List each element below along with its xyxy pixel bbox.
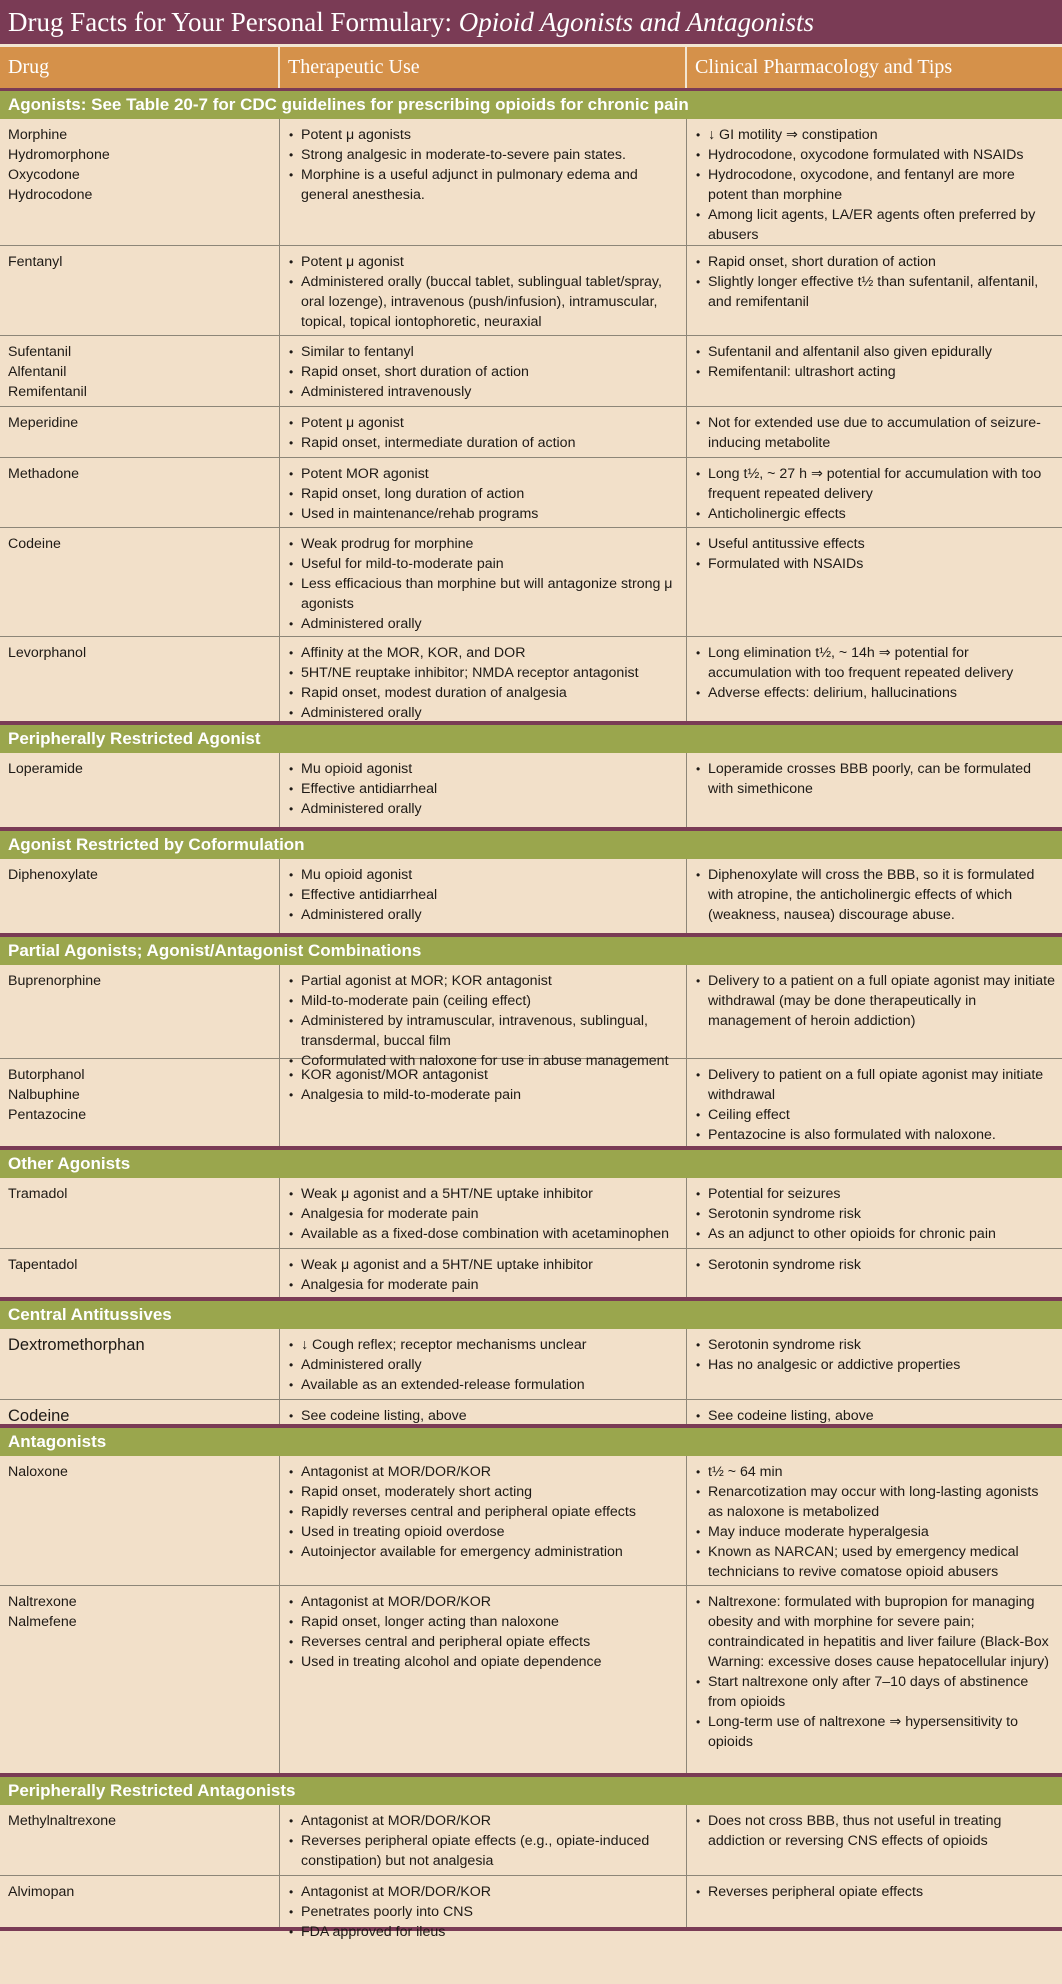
- bullet-item: • Among licit agents, LA/ER agents often preferred by abusers: [694, 205, 1056, 245]
- drug-cell: [0, 1586, 280, 1773]
- bullet-list: [694, 1592, 1056, 1752]
- bullet-item: • Rapid onset, short duration of action: [694, 252, 1056, 272]
- bullet-item: • Strong analgesic in moderate-to-severe pain states.: [287, 145, 680, 165]
- pharmacology-tips-cell: [687, 1249, 1062, 1297]
- drug-cell: [0, 1178, 280, 1248]
- drug-name: Naloxone: [8, 1464, 68, 1480]
- bullet-item: • Weak μ agonist and a 5HT/NE uptake inhibitor: [287, 1184, 680, 1204]
- bullet-item: • Useful antitussive effects: [694, 534, 1056, 554]
- bullet-item: • Delivery to a patient on a full opiate agonist may initiate withdrawal (may be done therapeutically in management of heroin addiction): [694, 971, 1056, 1031]
- table-row: [0, 1400, 1062, 1428]
- bullet-item: • Administered orally: [287, 703, 680, 723]
- pharmacology-tips-cell: [687, 407, 1062, 457]
- drug-name: Tapentadol: [8, 1257, 78, 1273]
- therapeutic-use-cell: [280, 859, 687, 933]
- table-row: [0, 753, 1062, 831]
- therapeutic-use-cell: [280, 1249, 687, 1297]
- bullet-item: • Not for extended use due to accumulation of seizure-inducing metabolite: [694, 413, 1056, 453]
- drug-name: Codeine: [8, 1407, 70, 1425]
- bullet-list: [694, 865, 1056, 925]
- table-row: [0, 1805, 1062, 1876]
- table-row: [0, 336, 1062, 407]
- pharmacology-tips-cell: [687, 1456, 1062, 1585]
- bullet-item: • Mild-to-moderate pain (ceiling effect): [287, 991, 680, 1011]
- drug-cell: [0, 407, 280, 457]
- bullet-list: [694, 971, 1056, 1031]
- drug-name: Remifentanil: [8, 384, 87, 400]
- bullet-item: • Used in treating opioid overdose: [287, 1522, 680, 1542]
- table-row: [0, 528, 1062, 637]
- bullet-item: • Available as an extended-release formulation: [287, 1375, 680, 1395]
- pharmacology-tips-cell: [687, 528, 1062, 636]
- drug-name: Naltrexone: [8, 1594, 77, 1610]
- drug-name: Nalbuphine: [8, 1087, 80, 1103]
- therapeutic-use-cell: [280, 1400, 687, 1424]
- bullet-item: • Effective antidiarrheal: [287, 885, 680, 905]
- bullet-item: • Potential for seizures: [694, 1184, 1056, 1204]
- therapeutic-use-cell: [280, 1329, 687, 1399]
- bullet-item: • KOR agonist/MOR antagonist: [287, 1065, 680, 1085]
- table-row: [0, 1456, 1062, 1586]
- bullet-item: • See codeine listing, above: [287, 1406, 680, 1426]
- header-clinical-pharmacology: Clinical Pharmacology and Tips: [695, 56, 953, 78]
- bullet-item: • t½ ~ 64 min: [694, 1462, 1056, 1482]
- pharmacology-tips-cell: [687, 1059, 1062, 1146]
- bullet-item: • As an adjunct to other opioids for chronic pain: [694, 1224, 1056, 1244]
- therapeutic-use-cell: [280, 1059, 687, 1146]
- bullet-item: • Sufentanil and alfentanil also given epidurally: [694, 342, 1056, 362]
- drug-cell: [0, 1059, 280, 1146]
- bullet-item: • Used in treating alcohol and opiate dependence: [287, 1652, 680, 1672]
- drug-cell: [0, 1805, 280, 1875]
- bullet-list: [694, 1811, 1056, 1851]
- drug-name: Pentazocine: [8, 1107, 87, 1123]
- table-body: [0, 91, 1062, 1940]
- therapeutic-use-cell: [280, 336, 687, 406]
- bullet-item: • Naltrexone: formulated with bupropion for managing obesity and with morphine for severe pain; contraindicated in hepatitis and liver failure (Black-Box Warning: excessive doses cause hepatocellular injury): [694, 1592, 1056, 1672]
- table-row: [0, 1178, 1062, 1249]
- bullet-item: • Administered orally: [287, 614, 680, 634]
- bullet-item: • Analgesia for moderate pain: [287, 1204, 680, 1224]
- table-row: [0, 407, 1062, 458]
- bullet-list: [287, 413, 680, 453]
- table-row: [0, 1249, 1062, 1301]
- bullet-list: [287, 342, 680, 402]
- bullet-list: [287, 1462, 680, 1562]
- bullet-item: • Does not cross BBB, thus not useful in treating addiction or reversing CNS effects of opioids: [694, 1811, 1056, 1851]
- drug-cell: [0, 528, 280, 636]
- bullet-item: • Rapid onset, modest duration of analgesia: [287, 683, 680, 703]
- bullet-item: • FDA approved for ileus: [287, 1922, 680, 1942]
- bullet-item: • Loperamide crosses BBB poorly, can be formulated with simethicone: [694, 759, 1056, 799]
- bullet-item: • Long-term use of naltrexone ⇒ hypersensitivity to opioids: [694, 1712, 1056, 1752]
- therapeutic-use-cell: [280, 407, 687, 457]
- pharmacology-tips-cell: [687, 1329, 1062, 1399]
- bullet-item: • Pentazocine is also formulated with naloxone.: [694, 1125, 1056, 1145]
- pharmacology-tips-cell: [687, 1400, 1062, 1424]
- drug-cell: [0, 246, 280, 335]
- table-row: [0, 246, 1062, 336]
- table-row: [0, 119, 1062, 246]
- bullet-item: • ↓ GI motility ⇒ constipation: [694, 125, 1056, 145]
- bullet-item: • Potent μ agonist: [287, 413, 680, 433]
- drug-cell: [0, 859, 280, 933]
- therapeutic-use-cell: [280, 753, 687, 827]
- bullet-item: • Morphine is a useful adjunct in pulmonary edema and general anesthesia.: [287, 165, 680, 205]
- bullet-item: • Administered orally: [287, 799, 680, 819]
- bullet-list: [694, 1335, 1056, 1375]
- bullet-item: • Adverse effects: delirium, hallucinations: [694, 683, 1056, 703]
- bullet-item: • Rapidly reverses central and peripheral opiate effects: [287, 1502, 680, 1522]
- bullet-list: [287, 1184, 680, 1244]
- bullet-list: [287, 971, 680, 1071]
- section-header: Partial Agonists; Agonist/Antagonist Combinations: [0, 937, 1062, 965]
- drug-name: Butorphanol: [8, 1067, 85, 1083]
- drug-cell: [0, 1876, 280, 1927]
- drug-name: Buprenorphine: [8, 973, 102, 989]
- table-row: [0, 859, 1062, 937]
- drug-name: Alfentanil: [8, 364, 67, 380]
- pharmacology-tips-cell: [687, 859, 1062, 933]
- drug-name: Meperidine: [8, 415, 79, 431]
- drug-cell: [0, 753, 280, 827]
- therapeutic-use-cell: [280, 1876, 687, 1940]
- bullet-item: • Remifentanil: ultrashort acting: [694, 362, 1056, 382]
- title-main: Drug Facts for Your Personal Formulary:: [8, 7, 452, 37]
- bullet-item: • Antagonist at MOR/DOR/KOR: [287, 1462, 680, 1482]
- section-header: Agonist Restricted by Coformulation: [0, 831, 1062, 859]
- pharmacology-tips-cell: [687, 336, 1062, 406]
- bullet-list: [287, 759, 680, 819]
- bullet-item: • Rapid onset, intermediate duration of action: [287, 433, 680, 453]
- bullet-item: • Slightly longer effective t½ than sufentanil, alfentanil, and remifentanil: [694, 272, 1056, 312]
- drug-name: Sufentanil: [8, 344, 72, 360]
- bullet-item: • Potent MOR agonist: [287, 464, 680, 484]
- bullet-item: • Known as NARCAN; used by emergency medical technicians to revive comatose opioid abusers: [694, 1542, 1056, 1582]
- therapeutic-use-cell: [280, 1178, 687, 1248]
- bullet-item: • Start naltrexone only after 7–10 days of abstinence from opioids: [694, 1672, 1056, 1712]
- bullet-list: [287, 865, 680, 925]
- bullet-list: [694, 125, 1056, 245]
- table-row: [0, 1059, 1062, 1150]
- bullet-list: [694, 342, 1056, 382]
- drug-cell: [0, 119, 280, 245]
- bullet-list: [694, 1184, 1056, 1244]
- pharmacology-tips-cell: [687, 1876, 1062, 1927]
- drug-name: Morphine: [8, 127, 68, 143]
- bullet-item: • Hydrocodone, oxycodone formulated with NSAIDs: [694, 145, 1056, 165]
- bullet-item: • Weak μ agonist and a 5HT/NE uptake inhibitor: [287, 1255, 680, 1275]
- bullet-item: • Long elimination t½, ~ 14h ⇒ potential for accumulation with too frequent repeated delivery: [694, 643, 1056, 683]
- pharmacology-tips-cell: [687, 458, 1062, 527]
- section-header: Other Agonists: [0, 1150, 1062, 1178]
- table-row: [0, 1329, 1062, 1400]
- bullet-item: • Autoinjector available for emergency administration: [287, 1542, 680, 1562]
- bullet-item: • Useful for mild-to-moderate pain: [287, 554, 680, 574]
- bullet-item: • Coformulated with naloxone for use in abuse management: [287, 1051, 680, 1071]
- therapeutic-use-cell: [280, 637, 687, 721]
- bullet-list: [694, 1462, 1056, 1582]
- bullet-item: • Administered intravenously: [287, 382, 680, 402]
- drug-name: Levorphanol: [8, 645, 87, 661]
- therapeutic-use-cell: [280, 246, 687, 335]
- bullet-list: [287, 1882, 680, 1942]
- therapeutic-use-cell: [280, 965, 687, 1069]
- bullet-item: • Long t½, ~ 27 h ⇒ potential for accumulation with too frequent repeated delivery: [694, 464, 1056, 504]
- pharmacology-tips-cell: [687, 965, 1062, 1058]
- bullet-item: • May induce moderate hyperalgesia: [694, 1522, 1056, 1542]
- header-therapeutic-use: Therapeutic Use: [280, 47, 687, 88]
- header-drug: Drug: [0, 47, 280, 88]
- bullet-item: • Less efficacious than morphine but will antagonize strong μ agonists: [287, 574, 680, 614]
- pharmacology-tips-cell: [687, 1805, 1062, 1875]
- bullet-item: • Has no analgesic or addictive properties: [694, 1355, 1056, 1375]
- pharmacology-tips-cell: [687, 1586, 1062, 1773]
- bullet-item: • Analgesia to mild-to-moderate pain: [287, 1085, 680, 1105]
- table-row: [0, 1586, 1062, 1777]
- page-title: [0, 0, 1062, 44]
- drug-cell: [0, 965, 280, 1058]
- bullet-list: [287, 252, 680, 332]
- bullet-item: • Administered orally (buccal tablet, sublingual tablet/spray, oral lozenge), intravenous (push/infusion), intramuscular, topical, topical iontophoretic, neuraxial: [287, 272, 680, 332]
- bullet-item: • Antagonist at MOR/DOR/KOR: [287, 1882, 680, 1902]
- section-header: Peripherally Restricted Agonist: [0, 725, 1062, 753]
- drug-name: Methylnaltrexone: [8, 1813, 117, 1829]
- section-header: Agonists: See Table 20-7 for CDC guidelines for prescribing opioids for chronic pain: [0, 91, 1062, 119]
- bullet-list: [287, 1255, 680, 1295]
- therapeutic-use-cell: [280, 1456, 687, 1585]
- bullet-item: • Rapid onset, moderately short acting: [287, 1482, 680, 1502]
- pharmacology-tips-cell: [687, 637, 1062, 721]
- therapeutic-use-cell: [280, 1805, 687, 1875]
- bullet-list: [287, 125, 680, 205]
- pharmacology-tips-cell: [687, 246, 1062, 335]
- bullet-item: • Antagonist at MOR/DOR/KOR: [287, 1592, 680, 1612]
- drug-name: Diphenoxylate: [8, 867, 98, 883]
- drug-name: Codeine: [8, 536, 61, 552]
- bullet-item: • Rapid onset, long duration of action: [287, 484, 680, 504]
- bullet-item: • Mu opioid agonist: [287, 865, 680, 885]
- bullet-item: • Potent μ agonist: [287, 252, 680, 272]
- drug-name: Nalmefene: [8, 1614, 77, 1630]
- bullet-list: [694, 252, 1056, 312]
- bullet-list: [287, 643, 680, 723]
- bullet-item: • Reverses peripheral opiate effects: [694, 1882, 1056, 1902]
- table-row: [0, 458, 1062, 528]
- drug-name: Loperamide: [8, 761, 83, 777]
- bullet-item: • Rapid onset, longer acting than naloxone: [287, 1612, 680, 1632]
- drug-name: Hydromorphone: [8, 147, 110, 163]
- bullet-item: • Rapid onset, short duration of action: [287, 362, 680, 382]
- pharmacology-tips-cell: [687, 753, 1062, 827]
- table-header: [0, 44, 1062, 91]
- bullet-item: • Antagonist at MOR/DOR/KOR: [287, 1811, 680, 1831]
- bullet-item: • Analgesia for moderate pain: [287, 1275, 680, 1295]
- bullet-item: • Formulated with NSAIDs: [694, 554, 1056, 574]
- drug-cell: [0, 336, 280, 406]
- drug-name: Hydrocodone: [8, 187, 93, 203]
- bullet-item: • Administered orally: [287, 905, 680, 925]
- bullet-item: • Administered orally: [287, 1355, 680, 1375]
- bullet-list: [287, 1592, 680, 1672]
- title-italic: Opioid Agonists and Antagonists: [458, 7, 815, 37]
- bullet-list: [694, 464, 1056, 524]
- bullet-list: [694, 1406, 1056, 1426]
- bullet-item: • Serotonin syndrome risk: [694, 1204, 1056, 1224]
- therapeutic-use-cell: [280, 528, 687, 636]
- drug-cell: [0, 1249, 280, 1297]
- bullet-item: • Serotonin syndrome risk: [694, 1255, 1056, 1275]
- pharmacology-tips-cell: [687, 119, 1062, 245]
- bullet-item: • Affinity at the MOR, KOR, and DOR: [287, 643, 680, 663]
- table-row: [0, 1876, 1062, 1940]
- drug-cell: [0, 1456, 280, 1585]
- therapeutic-use-cell: [280, 1586, 687, 1773]
- drug-name: Fentanyl: [8, 254, 63, 270]
- bullet-item: • Hydrocodone, oxycodone, and fentanyl are more potent than morphine: [694, 165, 1056, 205]
- table-row: [0, 965, 1062, 1069]
- drug-name: Tramadol: [8, 1186, 68, 1202]
- drug-cell: [0, 458, 280, 527]
- drug-cell: [0, 1329, 280, 1399]
- bullet-list: [694, 413, 1056, 453]
- bullet-list: [287, 534, 680, 634]
- bullet-item: • Reverses central and peripheral opiate effects: [287, 1632, 680, 1652]
- section-header: Antagonists: [0, 1428, 1062, 1456]
- bullet-item: • Anticholinergic effects: [694, 504, 1056, 524]
- bullet-item: • Partial agonist at MOR; KOR antagonist: [287, 971, 680, 991]
- drug-name: Methadone: [8, 466, 79, 482]
- bullet-item: • Potent μ agonists: [287, 125, 680, 145]
- bullet-item: • Available as a fixed-dose combination with acetaminophen: [287, 1224, 680, 1244]
- bullet-item: • Ceiling effect: [694, 1105, 1056, 1125]
- bullet-item: • Penetrates poorly into CNS: [287, 1902, 680, 1922]
- drug-name: Alvimopan: [8, 1884, 75, 1900]
- bullet-list: [694, 759, 1056, 799]
- section-header: Peripherally Restricted Antagonists: [0, 1777, 1062, 1805]
- bullet-item: • Effective antidiarrheal: [287, 779, 680, 799]
- drug-cell: [0, 1400, 280, 1424]
- therapeutic-use-cell: [280, 119, 687, 245]
- bullet-list: [287, 464, 680, 524]
- bullet-item: • Serotonin syndrome risk: [694, 1335, 1056, 1355]
- bullet-item: • Delivery to patient on a full opiate agonist may initiate withdrawal: [694, 1065, 1056, 1105]
- bullet-item: • Mu opioid agonist: [287, 759, 680, 779]
- bullet-list: [694, 534, 1056, 574]
- bullet-item: • Weak prodrug for morphine: [287, 534, 680, 554]
- bullet-list: [694, 1065, 1056, 1145]
- drug-name: Dextromethorphan: [8, 1336, 145, 1354]
- drug-cell: [0, 637, 280, 721]
- bullet-list: [694, 643, 1056, 703]
- bullet-list: [287, 1406, 680, 1426]
- table-row: [0, 637, 1062, 725]
- bullet-item: • Administered by intramuscular, intravenous, sublingual, transdermal, buccal film: [287, 1011, 680, 1051]
- therapeutic-use-cell: [280, 458, 687, 527]
- bullet-item: • ↓ Cough reflex; receptor mechanisms unclear: [287, 1335, 680, 1355]
- pharmacology-tips-cell: [687, 1178, 1062, 1248]
- bullet-list: [694, 1255, 1056, 1275]
- bullet-item: • See codeine listing, above: [694, 1406, 1056, 1426]
- bullet-list: [287, 1065, 680, 1105]
- drug-name: Oxycodone: [8, 167, 80, 183]
- bullet-list: [287, 1811, 680, 1871]
- bullet-list: [694, 1882, 1056, 1902]
- bullet-item: • 5HT/NE reuptake inhibitor; NMDA receptor antagonist: [287, 663, 680, 683]
- bullet-item: • Diphenoxylate will cross the BBB, so it is formulated with atropine, the anticholinergic effects of which (weakness, nausea) discourage abuse.: [694, 865, 1056, 925]
- bullet-list: [287, 1335, 680, 1395]
- bullet-item: • Renarcotization may occur with long-lasting agonists as naloxone is metabolized: [694, 1482, 1056, 1522]
- bullet-item: • Similar to fentanyl: [287, 342, 680, 362]
- bullet-item: • Used in maintenance/rehab programs: [287, 504, 680, 524]
- bullet-item: • Reverses peripheral opiate effects (e.g., opiate-induced constipation) but not analgesia: [287, 1831, 680, 1871]
- section-header: Central Antitussives: [0, 1301, 1062, 1329]
